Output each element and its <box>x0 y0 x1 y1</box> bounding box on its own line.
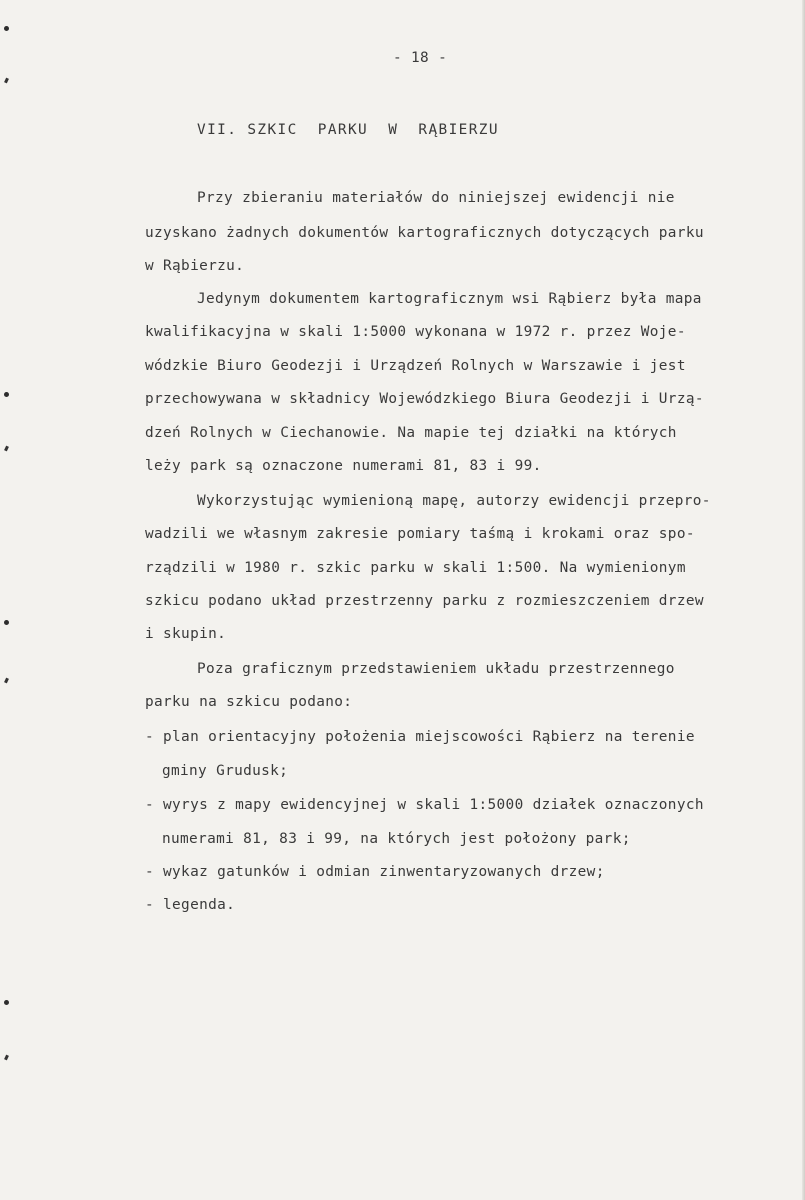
binding-tick-mark <box>4 78 9 84</box>
binding-hole-mark <box>4 392 9 397</box>
binding-tick-mark <box>4 1055 9 1061</box>
binding-tick-mark <box>4 446 9 452</box>
binding-tick-mark <box>4 678 9 684</box>
binding-hole-mark <box>4 26 9 31</box>
list-item-continuation: gminy Grudusk; <box>162 763 289 779</box>
text-line: uzyskano żadnych dokumentów kartograficznych dotyczących parku <box>145 225 704 241</box>
text-line: i skupin. <box>145 626 227 642</box>
text-line: wadzili we własnym zakresie pomiary taśmą i krokami oraz spo- <box>145 526 695 542</box>
binding-hole-mark <box>4 620 9 625</box>
text-line: Jedynym dokumentem kartograficznym wsi Rąbierz była mapa <box>197 291 702 307</box>
text-line: Wykorzystując wymienioną mapę, autorzy ewidencji przepro- <box>197 493 711 509</box>
page-number: - 18 - <box>393 50 448 66</box>
binding-hole-mark <box>4 1000 9 1005</box>
list-item: - wykaz gatunków i odmian zinwentaryzowanych drzew; <box>145 864 605 880</box>
text-line: Poza graficznym przedstawieniem układu przestrzennego <box>197 661 675 677</box>
text-line: dzeń Rolnych w Ciechanowie. Na mapie tej działki na których <box>145 425 677 441</box>
text-line: leży park są oznaczone numerami 81, 83 i 99. <box>145 458 542 474</box>
text-line: wódzkie Biuro Geodezji i Urządzeń Rolnych w Warszawie i jest <box>145 358 686 374</box>
text-line: w Rąbierzu. <box>145 258 245 274</box>
list-item: - wyrys z mapy ewidencyjnej w skali 1:5000 działek oznaczonych <box>145 797 704 813</box>
text-line: Przy zbieraniu materiałów do niniejszej ewidencji nie <box>197 190 675 206</box>
list-item: - legenda. <box>145 897 236 913</box>
list-item: - plan orientacyjny położenia miejscowości Rąbierz na terenie <box>145 729 695 745</box>
list-item-continuation: numerami 81, 83 i 99, na których jest położony park; <box>162 831 631 847</box>
text-line: przechowywana w składnicy Wojewódzkiego Biura Geodezji i Urzą- <box>145 391 704 407</box>
text-line: kwalifikacyjna w skali 1:5000 wykonana w 1972 r. przez Woje- <box>145 324 686 340</box>
text-line: rządzili w 1980 r. szkic parku w skali 1:500. Na wymienionym <box>145 560 686 576</box>
section-heading: VII. SZKIC PARKU W RĄBIERZU <box>197 122 499 138</box>
text-line: szkicu podano układ przestrzenny parku z rozmieszczeniem drzew <box>145 593 704 609</box>
text-line: parku na szkicu podano: <box>145 694 353 710</box>
